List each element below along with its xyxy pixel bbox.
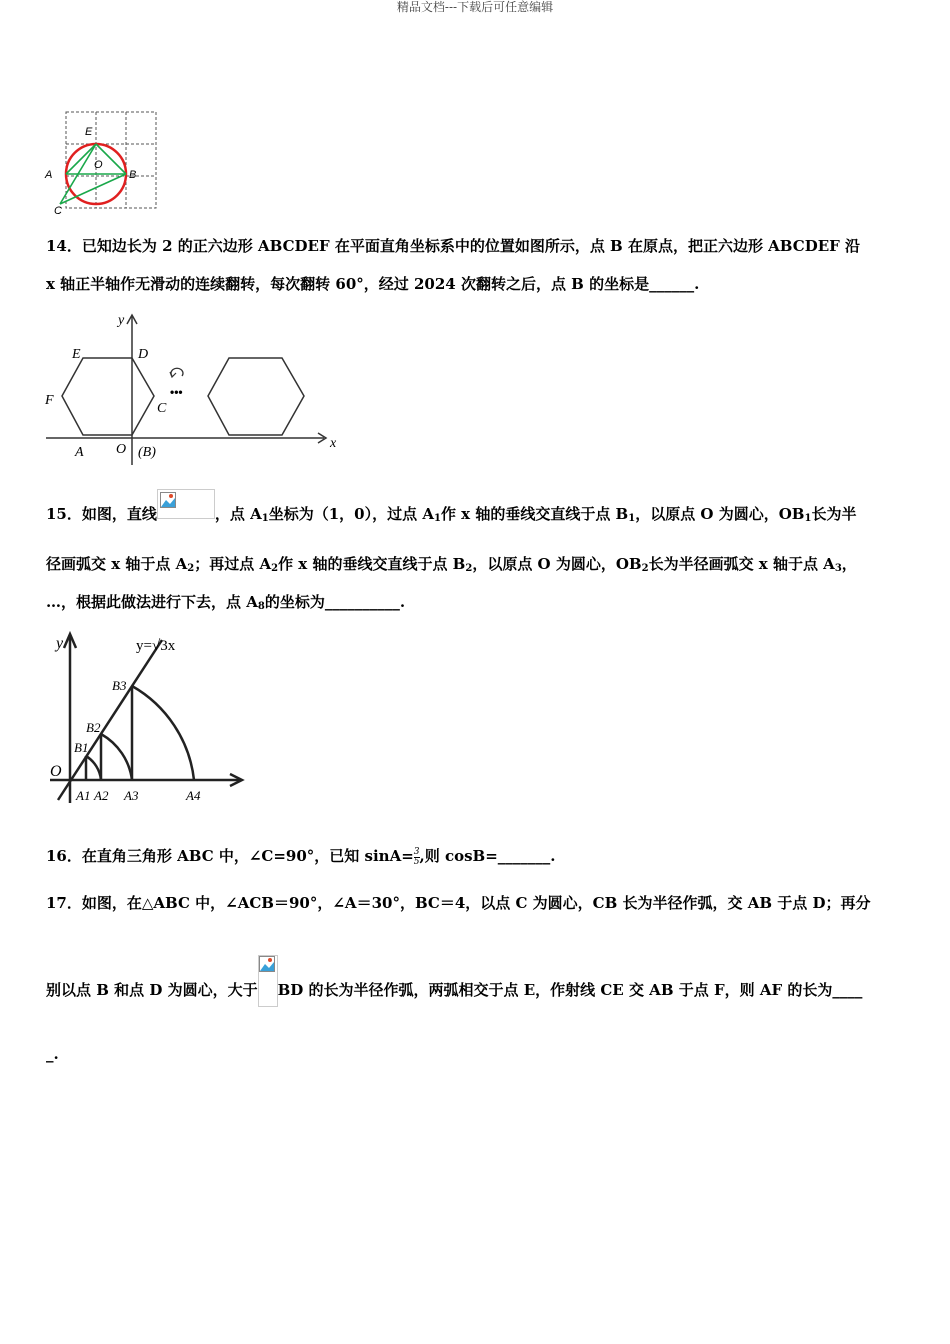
question-14-line-1: 14．已知边长为 2 的正六边形 ABCDEF 在平面直角坐标系中的位置如图所示，点 B 在原点，把正六边形 ABCDEF 沿 [46,237,861,255]
label-A: A [45,169,53,181]
label-B: (B) [138,445,156,460]
label-A: A [75,445,84,460]
label-A1: A1 [76,788,91,803]
fraction-3-5: $\frac{3}{5}$ [413,846,420,867]
axis-x-label: x [330,436,337,451]
question-17-line-3: _. [46,1045,59,1063]
arc-sequence-figure [44,628,246,810]
hexagon-figure [42,310,342,468]
label-E: E [85,126,93,138]
label-O: O [94,159,103,171]
question-17-line-2: 别以点 B 和点 D 为圆心，大于 BD 的长为半径作弧，两弧相交于点 E，作射线 CE 交 AB 于点 F，则 AF 的长为____ [46,980,908,1007]
question-15-line-2: 径画弧交 x 轴于点 $A_2$；再过点 $A_2$作 x 轴的垂线交直线于点 $B_2$，以原点 O 为圆心，$OB_2$长为半径画弧交 x 轴于点 $A_3$， [46,555,857,574]
axis-y-label: y [56,635,64,652]
label-E: E [72,347,81,362]
question-15-line-1: 15．如图，直线 ，点 $A_1$坐标为（1，0），过点 $A_1$作 x 轴的垂线交直线于点 $B_1$，以原点 O 为圆心，$OB_1$长为半 [46,504,908,529]
label-B3: B3 [112,678,127,693]
page-header: 精品文档---下载后可任意编辑 [396,0,554,14]
broken-image-icon [157,489,215,519]
label-F: F [45,393,54,408]
question-14-line-2: x 轴正半轴作无滑动的连续翻转，每次翻转 60°，经过 2024 次翻转之后，点 B 的坐标是______. [46,275,700,293]
label-A4: A4 [186,788,201,803]
label-C: C [54,205,62,217]
circle-grid-figure [42,108,166,218]
label-A2: A2 [94,788,109,803]
question-16: 16．在直角三角形 ABC 中，∠C=90°，已知 sinA= $\frac{3}{5}$ ,则 cosB=_______. [46,846,556,867]
label-B2: B2 [86,720,101,735]
axis-y-label: y [118,313,125,328]
line-equation: y=√3x [136,638,176,654]
question-15-line-3: …，根据此做法进行下去，点 $A_8$的坐标为__________. [46,593,406,612]
dots: ••• [170,385,183,399]
label-C: C [157,401,167,416]
broken-image-icon [258,955,278,1007]
label-A3: A3 [124,788,139,803]
label-D: D [138,347,149,362]
label-B1: B1 [74,740,89,755]
hexagon-ABCDEF [62,358,154,435]
label-O: O [116,442,127,457]
label-B: B [129,169,137,181]
label-O: O [50,763,62,780]
question-17-line-1: 17．如图，在△ABC 中，∠ACB＝90°，∠A＝30°，BC＝4，以点 C 为圆心，CB 长为半径作弧，交 AB 于点 D；再分 [46,894,871,912]
hexagon-rolled [208,358,304,435]
